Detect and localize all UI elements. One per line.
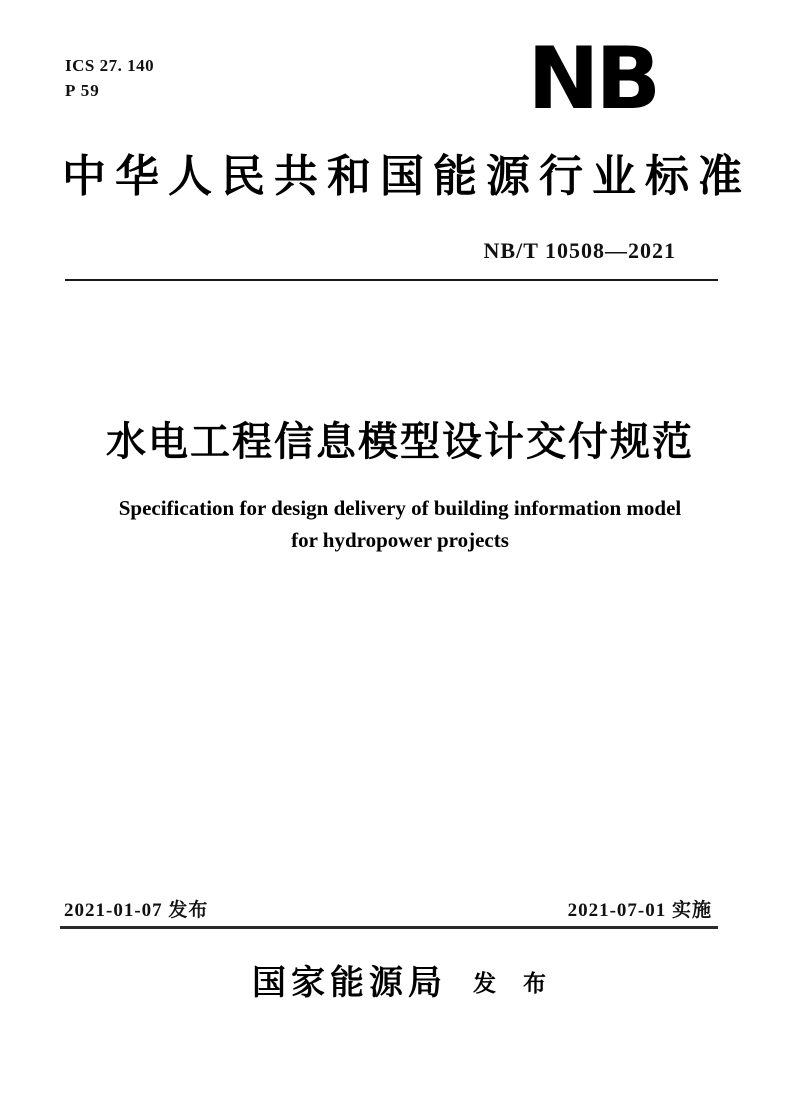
header-title-cn: 中华人民共和国能源行业标准 — [62, 152, 751, 201]
document-title-en-line1: Specification for design delivery of building information model — [118, 496, 682, 520]
dates-row — [64, 900, 712, 923]
footer-divider-rule — [60, 926, 718, 929]
classification-code: P 59 — [65, 81, 100, 100]
release-date: 2021-01-07 发布 — [64, 900, 209, 921]
document-title-cn: 水电工程信息模型设计交付规范 — [106, 420, 694, 464]
ics-code: ICS 27. 140 — [65, 56, 155, 75]
standard-number: NB/T 10508—2021 — [483, 238, 676, 263]
header-divider-rule — [65, 279, 718, 281]
publisher-name: 国家能源局 — [252, 965, 447, 1002]
document-title-en-line2: for hydropower projects — [291, 528, 509, 552]
implement-date: 2021-07-01 实施 — [567, 900, 712, 921]
publish-label: 发 布 — [473, 971, 548, 996]
document-title-en — [0, 492, 800, 556]
publisher-row — [0, 955, 800, 1004]
nb-logo: NB — [527, 29, 657, 129]
